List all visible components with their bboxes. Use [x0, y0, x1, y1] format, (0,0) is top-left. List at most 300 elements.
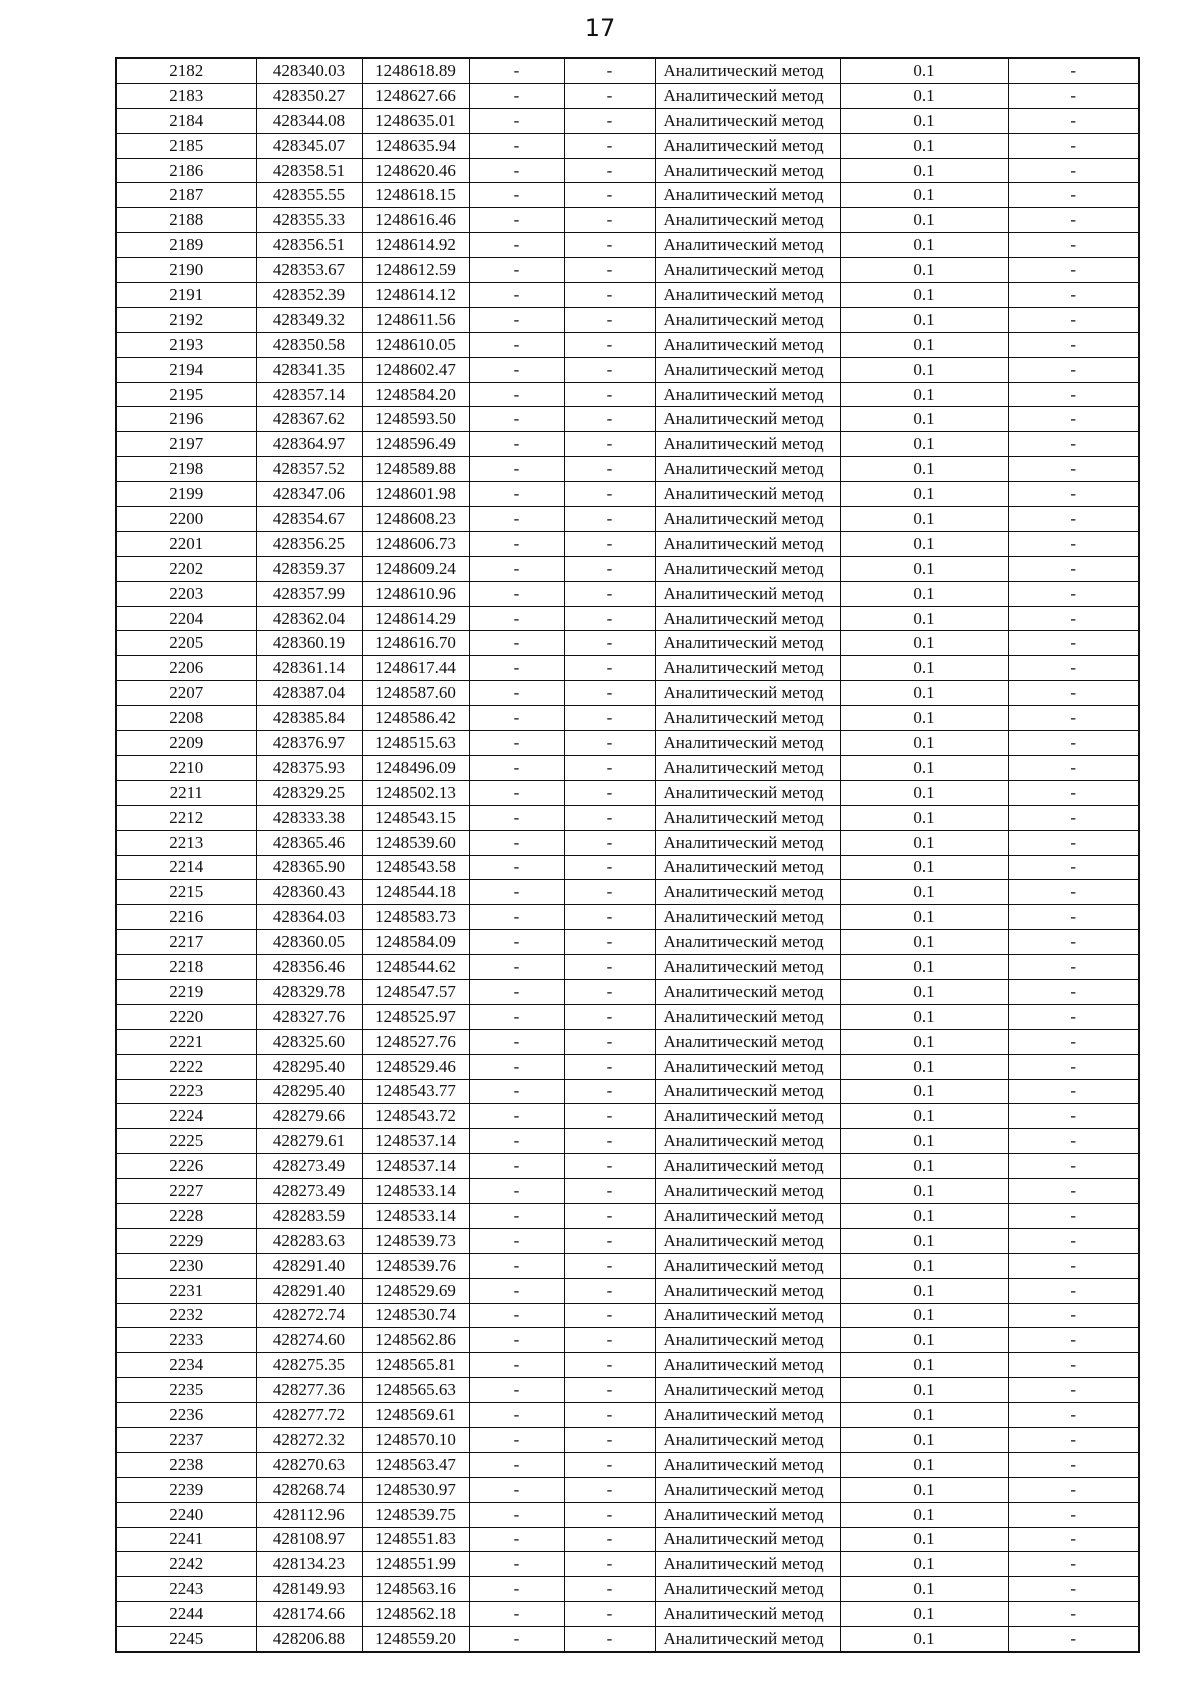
table-row — [116, 1627, 1139, 1652]
dash-cell: - — [1008, 1527, 1139, 1552]
dash-cell: - — [469, 1627, 564, 1652]
method-cell: Аналитический метод — [655, 1627, 840, 1652]
dash-cell: - — [469, 1253, 564, 1278]
y-coordinate-cell: 1248544.62 — [362, 955, 469, 980]
table-row — [116, 930, 1139, 955]
y-coordinate-cell: 1248618.15 — [362, 183, 469, 208]
point-number-cell: 2206 — [116, 656, 256, 681]
x-coordinate-cell: 428112.96 — [256, 1502, 362, 1527]
table-row — [116, 681, 1139, 706]
y-coordinate-cell: 1248596.49 — [362, 432, 469, 457]
accuracy-cell: 0.1 — [840, 1104, 1008, 1129]
dash-cell: - — [1008, 1403, 1139, 1428]
x-coordinate-cell: 428279.66 — [256, 1104, 362, 1129]
dash-cell: - — [564, 1129, 655, 1154]
point-number-cell: 2193 — [116, 332, 256, 357]
y-coordinate-cell: 1248539.60 — [362, 830, 469, 855]
x-coordinate-cell: 428295.40 — [256, 1054, 362, 1079]
table-row — [116, 731, 1139, 756]
accuracy-cell: 0.1 — [840, 507, 1008, 532]
x-coordinate-cell: 428358.51 — [256, 158, 362, 183]
accuracy-cell: 0.1 — [840, 556, 1008, 581]
dash-cell: - — [469, 631, 564, 656]
method-cell: Аналитический метод — [655, 1054, 840, 1079]
method-cell: Аналитический метод — [655, 531, 840, 556]
dash-cell: - — [1008, 1253, 1139, 1278]
dash-cell: - — [1008, 1104, 1139, 1129]
y-coordinate-cell: 1248620.46 — [362, 158, 469, 183]
y-coordinate-cell: 1248529.46 — [362, 1054, 469, 1079]
point-number-cell: 2215 — [116, 880, 256, 905]
y-coordinate-cell: 1248635.01 — [362, 108, 469, 133]
accuracy-cell: 0.1 — [840, 482, 1008, 507]
y-coordinate-cell: 1248562.18 — [362, 1602, 469, 1627]
x-coordinate-cell: 428327.76 — [256, 1004, 362, 1029]
accuracy-cell: 0.1 — [840, 681, 1008, 706]
table-row — [116, 208, 1139, 233]
x-coordinate-cell: 428268.74 — [256, 1477, 362, 1502]
table-row — [116, 1577, 1139, 1602]
accuracy-cell: 0.1 — [840, 755, 1008, 780]
x-coordinate-cell: 428329.25 — [256, 780, 362, 805]
y-coordinate-cell: 1248539.73 — [362, 1228, 469, 1253]
dash-cell: - — [469, 1477, 564, 1502]
point-number-cell: 2200 — [116, 507, 256, 532]
table-row — [116, 133, 1139, 158]
dash-cell: - — [1008, 283, 1139, 308]
point-number-cell: 2187 — [116, 183, 256, 208]
accuracy-cell: 0.1 — [840, 307, 1008, 332]
method-cell: Аналитический метод — [655, 606, 840, 631]
point-number-cell: 2209 — [116, 731, 256, 756]
method-cell: Аналитический метод — [655, 930, 840, 955]
dash-cell: - — [469, 432, 564, 457]
y-coordinate-cell: 1248587.60 — [362, 681, 469, 706]
point-number-cell: 2234 — [116, 1353, 256, 1378]
point-number-cell: 2198 — [116, 457, 256, 482]
table-row — [116, 1527, 1139, 1552]
table-row — [116, 905, 1139, 930]
dash-cell: - — [564, 930, 655, 955]
table-row — [116, 1452, 1139, 1477]
x-coordinate-cell: 428272.32 — [256, 1427, 362, 1452]
dash-cell: - — [1008, 855, 1139, 880]
accuracy-cell: 0.1 — [840, 955, 1008, 980]
accuracy-cell: 0.1 — [840, 581, 1008, 606]
dash-cell: - — [469, 830, 564, 855]
point-number-cell: 2232 — [116, 1303, 256, 1328]
dash-cell: - — [1008, 556, 1139, 581]
dash-cell: - — [564, 880, 655, 905]
dash-cell: - — [469, 183, 564, 208]
table-row — [116, 855, 1139, 880]
point-number-cell: 2207 — [116, 681, 256, 706]
table-row — [116, 1104, 1139, 1129]
coordinates-table — [115, 57, 1140, 1653]
method-cell: Аналитический метод — [655, 133, 840, 158]
dash-cell: - — [1008, 1203, 1139, 1228]
point-number-cell: 2241 — [116, 1527, 256, 1552]
dash-cell: - — [1008, 1477, 1139, 1502]
x-coordinate-cell: 428361.14 — [256, 656, 362, 681]
x-coordinate-cell: 428360.43 — [256, 880, 362, 905]
point-number-cell: 2199 — [116, 482, 256, 507]
table-row — [116, 1154, 1139, 1179]
dash-cell: - — [469, 1403, 564, 1428]
x-coordinate-cell: 428325.60 — [256, 1029, 362, 1054]
accuracy-cell: 0.1 — [840, 258, 1008, 283]
dash-cell: - — [1008, 208, 1139, 233]
x-coordinate-cell: 428329.78 — [256, 979, 362, 1004]
method-cell: Аналитический метод — [655, 457, 840, 482]
accuracy-cell: 0.1 — [840, 133, 1008, 158]
dash-cell: - — [1008, 706, 1139, 731]
x-coordinate-cell: 428272.74 — [256, 1303, 362, 1328]
table-row — [116, 581, 1139, 606]
accuracy-cell: 0.1 — [840, 457, 1008, 482]
dash-cell: - — [469, 83, 564, 108]
dash-cell: - — [1008, 83, 1139, 108]
point-number-cell: 2201 — [116, 531, 256, 556]
method-cell: Аналитический метод — [655, 1029, 840, 1054]
dash-cell: - — [564, 1577, 655, 1602]
method-cell: Аналитический метод — [655, 233, 840, 258]
dash-cell: - — [1008, 1079, 1139, 1104]
table-row — [116, 382, 1139, 407]
dash-cell: - — [469, 108, 564, 133]
dash-cell: - — [564, 780, 655, 805]
x-coordinate-cell: 428270.63 — [256, 1452, 362, 1477]
x-coordinate-cell: 428375.93 — [256, 755, 362, 780]
x-coordinate-cell: 428354.67 — [256, 507, 362, 532]
x-coordinate-cell: 428350.58 — [256, 332, 362, 357]
accuracy-cell: 0.1 — [840, 780, 1008, 805]
table-row — [116, 1552, 1139, 1577]
accuracy-cell: 0.1 — [840, 1378, 1008, 1403]
accuracy-cell: 0.1 — [840, 357, 1008, 382]
dash-cell: - — [564, 83, 655, 108]
x-coordinate-cell: 428206.88 — [256, 1627, 362, 1652]
accuracy-cell: 0.1 — [840, 706, 1008, 731]
dash-cell: - — [1008, 1577, 1139, 1602]
table-row — [116, 357, 1139, 382]
dash-cell: - — [564, 1477, 655, 1502]
x-coordinate-cell: 428355.33 — [256, 208, 362, 233]
dash-cell: - — [1008, 581, 1139, 606]
x-coordinate-cell: 428355.55 — [256, 183, 362, 208]
method-cell: Аналитический метод — [655, 83, 840, 108]
point-number-cell: 2195 — [116, 382, 256, 407]
y-coordinate-cell: 1248565.81 — [362, 1353, 469, 1378]
dash-cell: - — [469, 1004, 564, 1029]
point-number-cell: 2236 — [116, 1403, 256, 1428]
x-coordinate-cell: 428174.66 — [256, 1602, 362, 1627]
y-coordinate-cell: 1248589.88 — [362, 457, 469, 482]
dash-cell: - — [1008, 1602, 1139, 1627]
x-coordinate-cell: 428277.72 — [256, 1403, 362, 1428]
method-cell: Аналитический метод — [655, 1452, 840, 1477]
accuracy-cell: 0.1 — [840, 58, 1008, 83]
accuracy-cell: 0.1 — [840, 880, 1008, 905]
x-coordinate-cell: 428364.03 — [256, 905, 362, 930]
dash-cell: - — [469, 1228, 564, 1253]
dash-cell: - — [469, 507, 564, 532]
x-coordinate-cell: 428108.97 — [256, 1527, 362, 1552]
x-coordinate-cell: 428274.60 — [256, 1328, 362, 1353]
dash-cell: - — [469, 1427, 564, 1452]
dash-cell: - — [1008, 407, 1139, 432]
dash-cell: - — [469, 208, 564, 233]
table-row — [116, 979, 1139, 1004]
table-row — [116, 1129, 1139, 1154]
x-coordinate-cell: 428344.08 — [256, 108, 362, 133]
y-coordinate-cell: 1248614.12 — [362, 283, 469, 308]
x-coordinate-cell: 428357.52 — [256, 457, 362, 482]
x-coordinate-cell: 428365.46 — [256, 830, 362, 855]
dash-cell: - — [1008, 233, 1139, 258]
accuracy-cell: 0.1 — [840, 1403, 1008, 1428]
accuracy-cell: 0.1 — [840, 83, 1008, 108]
method-cell: Аналитический метод — [655, 382, 840, 407]
dash-cell: - — [1008, 1029, 1139, 1054]
table-row — [116, 805, 1139, 830]
method-cell: Аналитический метод — [655, 855, 840, 880]
dash-cell: - — [469, 681, 564, 706]
dash-cell: - — [469, 1303, 564, 1328]
accuracy-cell: 0.1 — [840, 1029, 1008, 1054]
x-coordinate-cell: 428279.61 — [256, 1129, 362, 1154]
dash-cell: - — [564, 1353, 655, 1378]
y-coordinate-cell: 1248551.99 — [362, 1552, 469, 1577]
accuracy-cell: 0.1 — [840, 656, 1008, 681]
table-row — [116, 258, 1139, 283]
method-cell: Аналитический метод — [655, 1527, 840, 1552]
accuracy-cell: 0.1 — [840, 1079, 1008, 1104]
table-row — [116, 507, 1139, 532]
dash-cell: - — [1008, 1427, 1139, 1452]
dash-cell: - — [469, 307, 564, 332]
accuracy-cell: 0.1 — [840, 1477, 1008, 1502]
y-coordinate-cell: 1248586.42 — [362, 706, 469, 731]
method-cell: Аналитический метод — [655, 1552, 840, 1577]
table-row — [116, 1602, 1139, 1627]
dash-cell: - — [1008, 1627, 1139, 1652]
dash-cell: - — [564, 656, 655, 681]
accuracy-cell: 0.1 — [840, 855, 1008, 880]
point-number-cell: 2243 — [116, 1577, 256, 1602]
point-number-cell: 2225 — [116, 1129, 256, 1154]
x-coordinate-cell: 428356.51 — [256, 233, 362, 258]
table-row — [116, 1203, 1139, 1228]
point-number-cell: 2203 — [116, 581, 256, 606]
dash-cell: - — [564, 1104, 655, 1129]
y-coordinate-cell: 1248525.97 — [362, 1004, 469, 1029]
dash-cell: - — [1008, 1129, 1139, 1154]
table-row — [116, 706, 1139, 731]
table-body — [116, 58, 1139, 1652]
dash-cell: - — [564, 357, 655, 382]
dash-cell: - — [1008, 183, 1139, 208]
dash-cell: - — [564, 332, 655, 357]
x-coordinate-cell: 428347.06 — [256, 482, 362, 507]
accuracy-cell: 0.1 — [840, 108, 1008, 133]
dash-cell: - — [469, 1278, 564, 1303]
dash-cell: - — [1008, 432, 1139, 457]
dash-cell: - — [1008, 1228, 1139, 1253]
dash-cell: - — [469, 332, 564, 357]
dash-cell: - — [469, 1328, 564, 1353]
method-cell: Аналитический метод — [655, 1502, 840, 1527]
dash-cell: - — [1008, 258, 1139, 283]
dash-cell: - — [564, 1502, 655, 1527]
dash-cell: - — [469, 930, 564, 955]
table-row — [116, 233, 1139, 258]
x-coordinate-cell: 428376.97 — [256, 731, 362, 756]
dash-cell: - — [469, 656, 564, 681]
x-coordinate-cell: 428341.35 — [256, 357, 362, 382]
dash-cell: - — [469, 1054, 564, 1079]
x-coordinate-cell: 428277.36 — [256, 1378, 362, 1403]
dash-cell: - — [1008, 108, 1139, 133]
dash-cell: - — [564, 1527, 655, 1552]
x-coordinate-cell: 428273.49 — [256, 1154, 362, 1179]
x-coordinate-cell: 428350.27 — [256, 83, 362, 108]
y-coordinate-cell: 1248530.74 — [362, 1303, 469, 1328]
dash-cell: - — [1008, 1552, 1139, 1577]
accuracy-cell: 0.1 — [840, 407, 1008, 432]
accuracy-cell: 0.1 — [840, 930, 1008, 955]
point-number-cell: 2235 — [116, 1378, 256, 1403]
point-number-cell: 2185 — [116, 133, 256, 158]
accuracy-cell: 0.1 — [840, 382, 1008, 407]
method-cell: Аналитический метод — [655, 979, 840, 1004]
method-cell: Аналитический метод — [655, 1477, 840, 1502]
accuracy-cell: 0.1 — [840, 1303, 1008, 1328]
y-coordinate-cell: 1248533.14 — [362, 1179, 469, 1204]
dash-cell: - — [1008, 1452, 1139, 1477]
dash-cell: - — [564, 556, 655, 581]
y-coordinate-cell: 1248606.73 — [362, 531, 469, 556]
method-cell: Аналитический метод — [655, 158, 840, 183]
x-coordinate-cell: 428295.40 — [256, 1079, 362, 1104]
point-number-cell: 2188 — [116, 208, 256, 233]
dash-cell: - — [564, 731, 655, 756]
table-row — [116, 1378, 1139, 1403]
y-coordinate-cell: 1248616.70 — [362, 631, 469, 656]
accuracy-cell: 0.1 — [840, 208, 1008, 233]
accuracy-cell: 0.1 — [840, 1552, 1008, 1577]
x-coordinate-cell: 428340.03 — [256, 58, 362, 83]
dash-cell: - — [469, 457, 564, 482]
dash-cell: - — [1008, 1179, 1139, 1204]
method-cell: Аналитический метод — [655, 1303, 840, 1328]
method-cell: Аналитический метод — [655, 1004, 840, 1029]
point-number-cell: 2197 — [116, 432, 256, 457]
y-coordinate-cell: 1248533.14 — [362, 1203, 469, 1228]
dash-cell: - — [1008, 133, 1139, 158]
y-coordinate-cell: 1248570.10 — [362, 1427, 469, 1452]
dash-cell: - — [564, 382, 655, 407]
accuracy-cell: 0.1 — [840, 1004, 1008, 1029]
method-cell: Аналитический метод — [655, 1427, 840, 1452]
dash-cell: - — [469, 1079, 564, 1104]
point-number-cell: 2245 — [116, 1627, 256, 1652]
dash-cell: - — [564, 1203, 655, 1228]
dash-cell: - — [564, 1054, 655, 1079]
method-cell: Аналитический метод — [655, 432, 840, 457]
dash-cell: - — [564, 307, 655, 332]
method-cell: Аналитический метод — [655, 631, 840, 656]
accuracy-cell: 0.1 — [840, 905, 1008, 930]
dash-cell: - — [1008, 58, 1139, 83]
dash-cell: - — [469, 1577, 564, 1602]
dash-cell: - — [469, 482, 564, 507]
y-coordinate-cell: 1248602.47 — [362, 357, 469, 382]
point-number-cell: 2182 — [116, 58, 256, 83]
method-cell: Аналитический метод — [655, 1378, 840, 1403]
point-number-cell: 2211 — [116, 780, 256, 805]
dash-cell: - — [564, 805, 655, 830]
y-coordinate-cell: 1248543.58 — [362, 855, 469, 880]
dash-cell: - — [1008, 332, 1139, 357]
dash-cell: - — [564, 1552, 655, 1577]
table-row — [116, 1303, 1139, 1328]
dash-cell: - — [1008, 357, 1139, 382]
method-cell: Аналитический метод — [655, 482, 840, 507]
page-number: 17 — [584, 14, 616, 42]
method-cell: Аналитический метод — [655, 1228, 840, 1253]
table-row — [116, 158, 1139, 183]
point-number-cell: 2218 — [116, 955, 256, 980]
y-coordinate-cell: 1248563.47 — [362, 1452, 469, 1477]
dash-cell: - — [564, 581, 655, 606]
accuracy-cell: 0.1 — [840, 1427, 1008, 1452]
dash-cell: - — [564, 1154, 655, 1179]
table-row — [116, 1179, 1139, 1204]
point-number-cell: 2229 — [116, 1228, 256, 1253]
dash-cell: - — [469, 1104, 564, 1129]
dash-cell: - — [564, 233, 655, 258]
dash-cell: - — [1008, 606, 1139, 631]
method-cell: Аналитический метод — [655, 258, 840, 283]
dash-cell: - — [564, 507, 655, 532]
y-coordinate-cell: 1248610.05 — [362, 332, 469, 357]
accuracy-cell: 0.1 — [840, 531, 1008, 556]
x-coordinate-cell: 428291.40 — [256, 1253, 362, 1278]
dash-cell: - — [1008, 681, 1139, 706]
table-row — [116, 1278, 1139, 1303]
table-row — [116, 1029, 1139, 1054]
accuracy-cell: 0.1 — [840, 1602, 1008, 1627]
dash-cell: - — [1008, 979, 1139, 1004]
dash-cell: - — [469, 258, 564, 283]
point-number-cell: 2240 — [116, 1502, 256, 1527]
dash-cell: - — [564, 1179, 655, 1204]
table-row — [116, 830, 1139, 855]
method-cell: Аналитический метод — [655, 955, 840, 980]
dash-cell: - — [564, 830, 655, 855]
table-row — [116, 482, 1139, 507]
y-coordinate-cell: 1248496.09 — [362, 755, 469, 780]
dash-cell: - — [1008, 930, 1139, 955]
point-number-cell: 2191 — [116, 283, 256, 308]
dash-cell: - — [469, 955, 564, 980]
method-cell: Аналитический метод — [655, 731, 840, 756]
method-cell: Аналитический метод — [655, 507, 840, 532]
accuracy-cell: 0.1 — [840, 830, 1008, 855]
method-cell: Аналитический метод — [655, 755, 840, 780]
dash-cell: - — [469, 880, 564, 905]
